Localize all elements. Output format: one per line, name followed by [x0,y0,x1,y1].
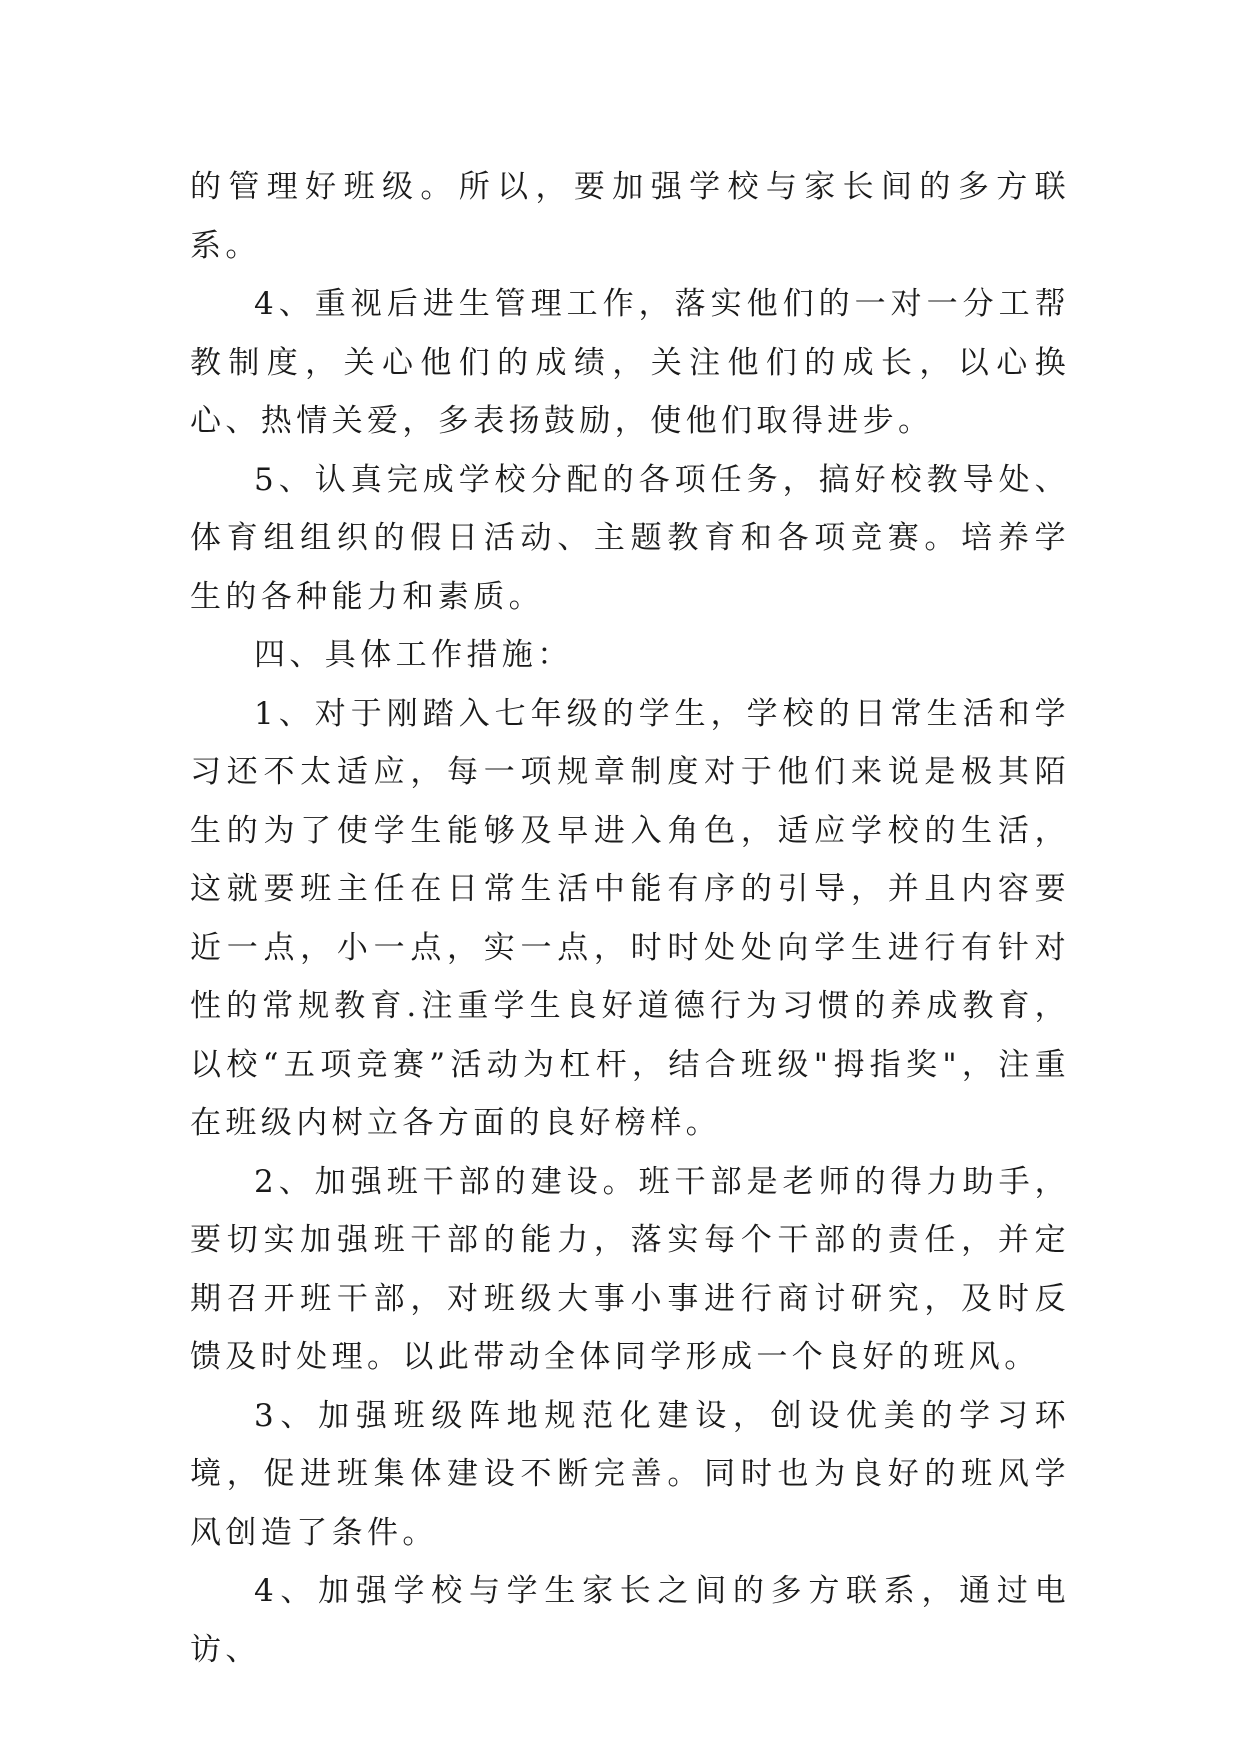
paragraph-measure-4: 4、加强学校与学生家长之间的多方联系，通过电访、 [190,1573,1070,1668]
paragraph-measure-3: 3、加强班级阵地规范化建设，创设优美的学习环境，促进班集体建设不断完善。同时也为良好的班风学风创造了条件。 [190,1397,1070,1551]
paragraph-continuation: 的管理好班级。所以，要加强学校与家长间的多方联系。 [190,169,1070,264]
paragraph-measure-2: 2、加强班干部的建设。班干部是老师的得力助手，要切实加强班干部的能力，落实每个干部的责任，并定期召开班干部，对班级大事小事进行商讨研究，及时反馈及时处理。以此带动全体同学形成一个良好的班风。 [190,1163,1070,1375]
section-heading-measures: 四、具体工作措施： [254,637,573,673]
paragraph-measure-1: 1、对于刚踏入七年级的学生，学校的日常生活和学习还不太适应，每一项规章制度对于他们来说是极其陌生的为了使学生能够及早进入角色，适应学校的生活，这就要班主任在日常生活中能有序的引导，并且内容要近一点，小一点，实一点，时时处处向学生进行有针对性的常规教育.注重学生良好道德行为习惯的养成教育，以校“五项竞赛”活动为杠杆，结合班级"拇指奖"，注重在班级内树立各方面的良好榜样。 [190,695,1070,1141]
paragraph-item-4-backward-students: 4、重视后进生管理工作，落实他们的一对一分工帮教制度，关心他们的成绩，关注他们的成长，以心换心、热情关爱，多表扬鼓励，使他们取得进步。 [190,286,1070,439]
paragraph-item-5-school-tasks: 5、认真完成学校分配的各项任务，搞好校教导处、体育组组织的假日活动、主题教育和各项竞赛。培养学生的各种能力和素质。 [190,461,1070,615]
document-body [190,158,1070,1679]
